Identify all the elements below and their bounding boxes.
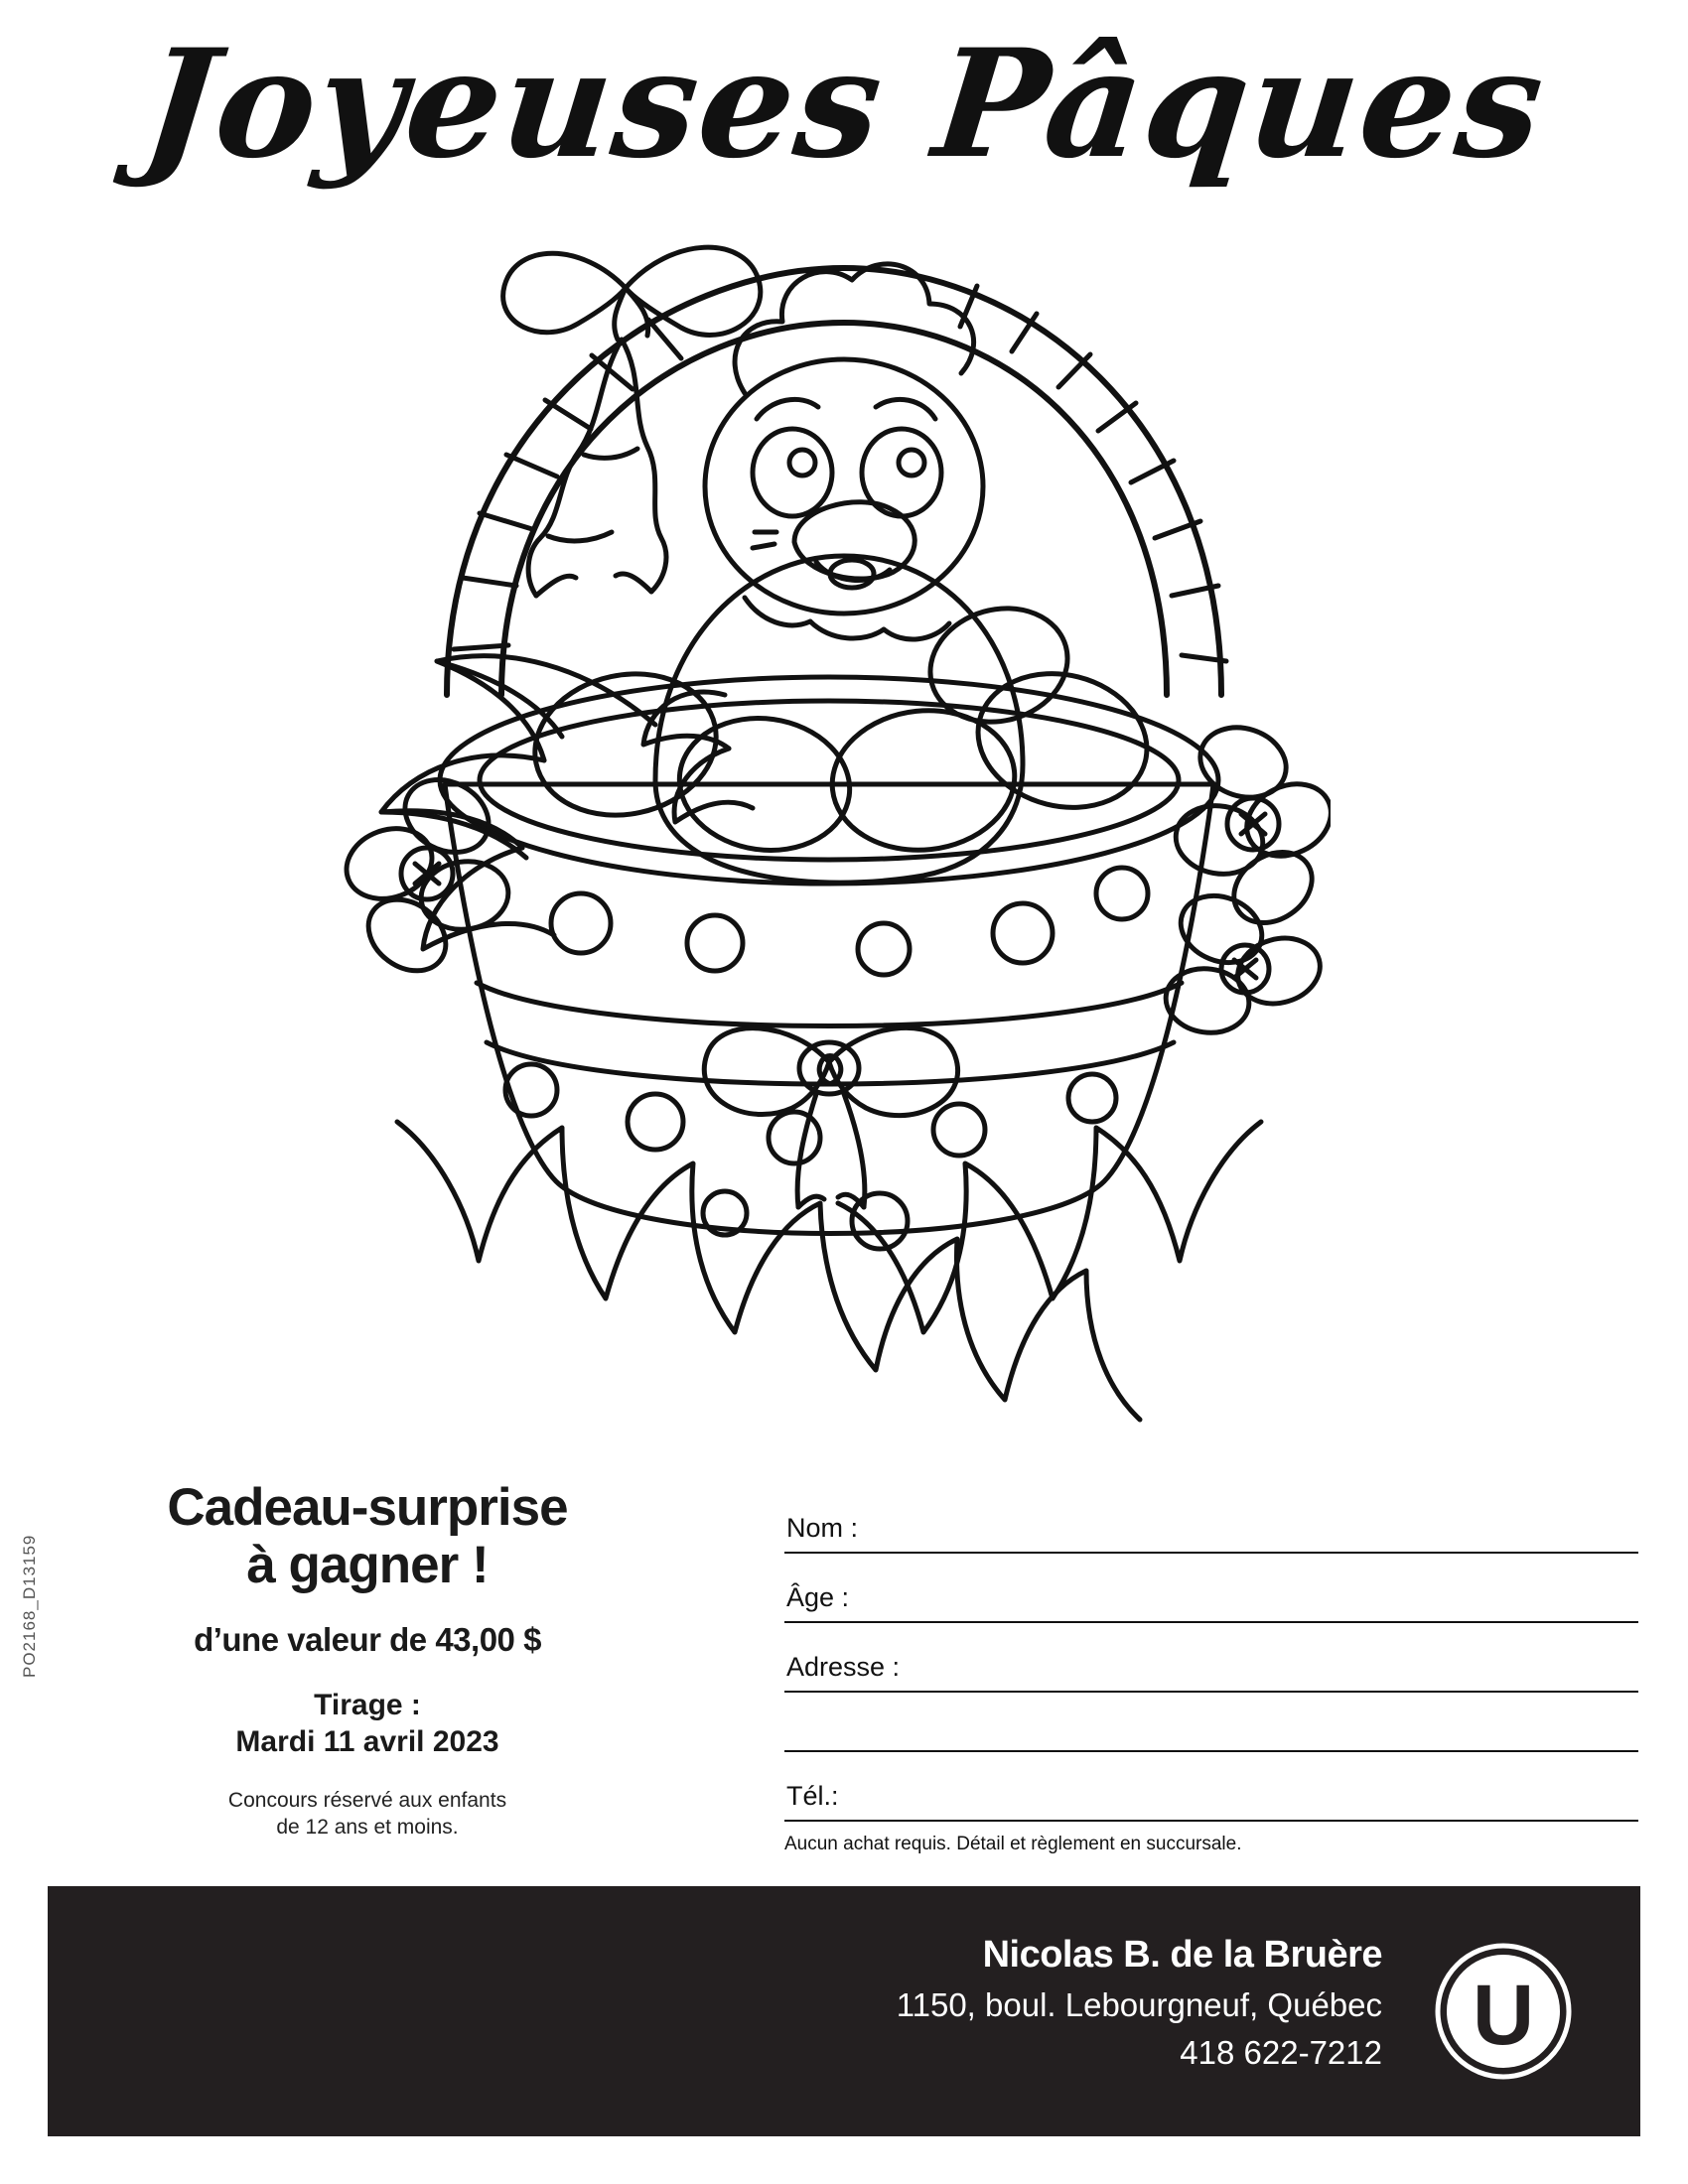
- promo-headline-line2: à gagner !: [246, 1536, 489, 1595]
- merchant-name: Nicolas B. de la Bruère: [982, 1934, 1382, 1976]
- promo-headline-line1: Cadeau-surprise: [167, 1478, 568, 1537]
- field-age[interactable]: [784, 1554, 1638, 1623]
- field-tel[interactable]: [784, 1752, 1638, 1822]
- merchant-address: 1150, boul. Lebourgneuf, Québec: [896, 1986, 1382, 2023]
- page-title: Joyeuses Pâques: [135, 17, 1553, 192]
- footer-bar: [48, 1886, 1640, 2136]
- promo-block: [89, 1479, 645, 1841]
- form-legal-note: Aucun achat requis. Détail et règlement en succursale.: [784, 1834, 1242, 1854]
- field-adresse[interactable]: [784, 1623, 1638, 1693]
- field-nom[interactable]: [784, 1484, 1638, 1554]
- uniprix-u-logo: [1434, 1942, 1573, 2081]
- entry-form[interactable]: [784, 1484, 1638, 1855]
- promo-value: d’une valeur de 43,00 $: [194, 1620, 541, 1658]
- logo-letter: U: [1472, 1968, 1535, 2063]
- footer-contact-block: [897, 1934, 1382, 2072]
- restriction-line1: Concours réservé aux enfants: [227, 1788, 507, 1812]
- field-label-adresse: Adresse :: [786, 1652, 901, 1682]
- field-label-age: Âge :: [786, 1582, 850, 1612]
- merchant-phone: 418 622-7212: [1180, 2034, 1382, 2071]
- field-label-tel: Tél.:: [786, 1781, 839, 1811]
- easter-basket-chick-coloring-illustration: [328, 228, 1331, 1449]
- draw-date: Mardi 11 avril 2023: [235, 1725, 499, 1759]
- restriction-line2: de 12 ans et moins.: [276, 1815, 459, 1839]
- field-label-nom: Nom :: [786, 1513, 859, 1543]
- product-code: PO2168_D13159: [20, 1534, 39, 1678]
- field-adresse-line2[interactable]: [784, 1693, 1638, 1752]
- draw-label: Tirage :: [314, 1688, 421, 1721]
